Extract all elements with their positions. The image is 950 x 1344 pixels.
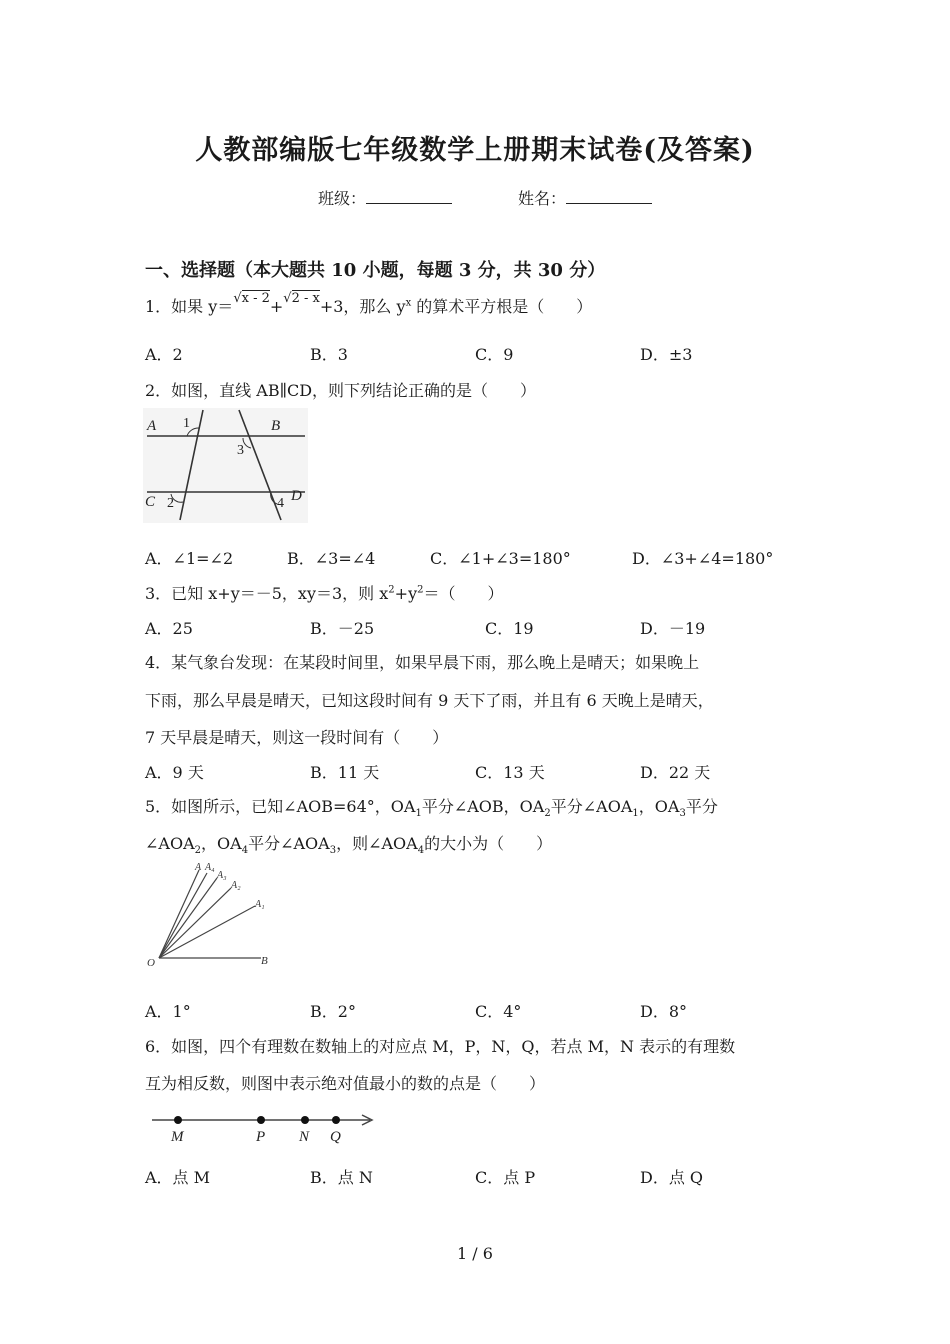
q2-option-b: B．∠3=∠4 xyxy=(287,549,376,568)
class-blank xyxy=(366,189,452,204)
q2-figure xyxy=(143,408,308,523)
question-5-line-1: 5．如图所示，已知∠AOB=64°，$OA_1$平分∠AOB，$OA_2$平分$\angle AOA_1$，$OA_3$平分 xyxy=(145,797,718,820)
q3-option-a: A．25 xyxy=(145,619,193,638)
number-line-diagram xyxy=(148,1108,378,1148)
q6-option-c: C．点 P xyxy=(475,1168,536,1187)
page-number: 1 / 6 xyxy=(457,1244,493,1263)
q6-figure xyxy=(148,1108,378,1148)
question-3: 3．已知 x+y＝－5，xy＝3，则 $x^2+y^2=$（ ） xyxy=(145,584,504,603)
label-3: 3 xyxy=(237,443,244,458)
q5-option-c: C．4° xyxy=(475,1002,522,1021)
question-5-line-2: $\angle AOA_2$，$OA_4$平分$\angle AOA_3$，则$\angle AOA_4$的大小为（ ） xyxy=(145,834,553,857)
question-4-line-1: 4．某气象台发现：在某段时间里，如果早晨下雨，那么晚上是晴天；如果晚上 xyxy=(145,653,700,672)
q4-option-b: B．11 天 xyxy=(310,763,380,782)
q1-option-c: C．9 xyxy=(475,345,514,364)
q5-figure xyxy=(143,858,278,973)
q1-prefix: 1．如果 y＝ xyxy=(145,297,234,316)
q1-radical-2: √2 - x xyxy=(283,291,320,306)
q3-option-d: D．－19 xyxy=(640,619,706,638)
label-b: B xyxy=(261,955,268,967)
label-a3: A₃ xyxy=(217,870,227,881)
q5-option-b: B．2° xyxy=(310,1002,356,1021)
label-a1: A₁ xyxy=(255,899,265,910)
label-4: 4 xyxy=(277,496,284,511)
q5-option-a: A．1° xyxy=(145,1002,191,1021)
q2-option-d: D．∠3+∠4=180° xyxy=(632,549,774,568)
q1-suffix: +3，那么 y xyxy=(319,297,406,316)
label-n: N xyxy=(299,1129,310,1145)
q2-option-c: C．∠1+∠3=180° xyxy=(430,549,571,568)
q1-radical-1: √x - 2 xyxy=(233,291,270,306)
label-a: A xyxy=(147,418,157,434)
label-b: B xyxy=(271,418,281,434)
q4-option-c: C．13 天 xyxy=(475,763,545,782)
name-blank xyxy=(566,189,652,204)
q3-option-b: B．－25 xyxy=(310,619,375,638)
q1-option-d: D．±3 xyxy=(640,345,693,364)
label-1: 1 xyxy=(183,416,190,431)
page-title: 人教部编版七年级数学上册期末试卷(及答案) xyxy=(195,135,755,166)
label-a2: A₂ xyxy=(231,880,241,891)
q5-option-d: D．8° xyxy=(640,1002,688,1021)
question-1: 1．如果 y＝$^{√x - 2}$+$^{√2 - x}$+3，那么 $y^x$ 的算术平方根是（ ） xyxy=(145,291,593,316)
label-m: M xyxy=(171,1129,184,1145)
q1-plus: + xyxy=(269,297,284,316)
question-2: 2．如图，直线 AB∥CD，则下列结论正确的是（ ） xyxy=(145,381,537,400)
question-4-line-2: 下雨，那么早晨是晴天，已知这段时间有 9 天下了雨，并且有 6 天晚上是晴天， xyxy=(145,691,714,710)
label-2: 2 xyxy=(167,496,174,511)
angle-bisector-diagram xyxy=(143,858,278,973)
parallel-lines-diagram xyxy=(143,408,308,523)
section-heading: 一、选择题（本大题共 10 小题，每题 3 分，共 30 分） xyxy=(145,260,606,281)
class-label: 班级： xyxy=(318,189,367,208)
label-q: Q xyxy=(330,1129,341,1145)
class-field xyxy=(318,186,452,209)
label-d: D xyxy=(291,488,302,504)
q6-option-d: D．点 Q xyxy=(640,1168,704,1187)
name-label: 姓名： xyxy=(518,189,567,208)
q6-option-a: A．点 M xyxy=(145,1168,211,1187)
q1-option-a: A．2 xyxy=(145,345,183,364)
name-field xyxy=(518,186,652,209)
question-4-line-3: 7 天早晨是晴天，则这一段时间有（ ） xyxy=(145,728,449,747)
label-a4: A₄ xyxy=(205,862,215,873)
label-p: P xyxy=(256,1129,266,1145)
label-c: C xyxy=(145,494,156,510)
q1-option-b: B．3 xyxy=(310,345,348,364)
q2-option-a: A．∠1=∠2 xyxy=(145,549,234,568)
q4-option-a: A．9 天 xyxy=(145,763,204,782)
label-a: A xyxy=(195,862,202,873)
label-o: O xyxy=(147,957,155,969)
question-6-line-1: 6．如图，四个有理数在数轴上的对应点 M，P，N，Q，若点 M，N 表示的有理数 xyxy=(145,1037,736,1056)
q4-option-d: D．22 天 xyxy=(640,763,711,782)
q6-option-b: B．点 N xyxy=(310,1168,373,1187)
q3-option-c: C．19 xyxy=(485,619,534,638)
question-6-line-2: 互为相反数，则图中表示绝对值最小的数的点是（ ） xyxy=(145,1074,546,1093)
